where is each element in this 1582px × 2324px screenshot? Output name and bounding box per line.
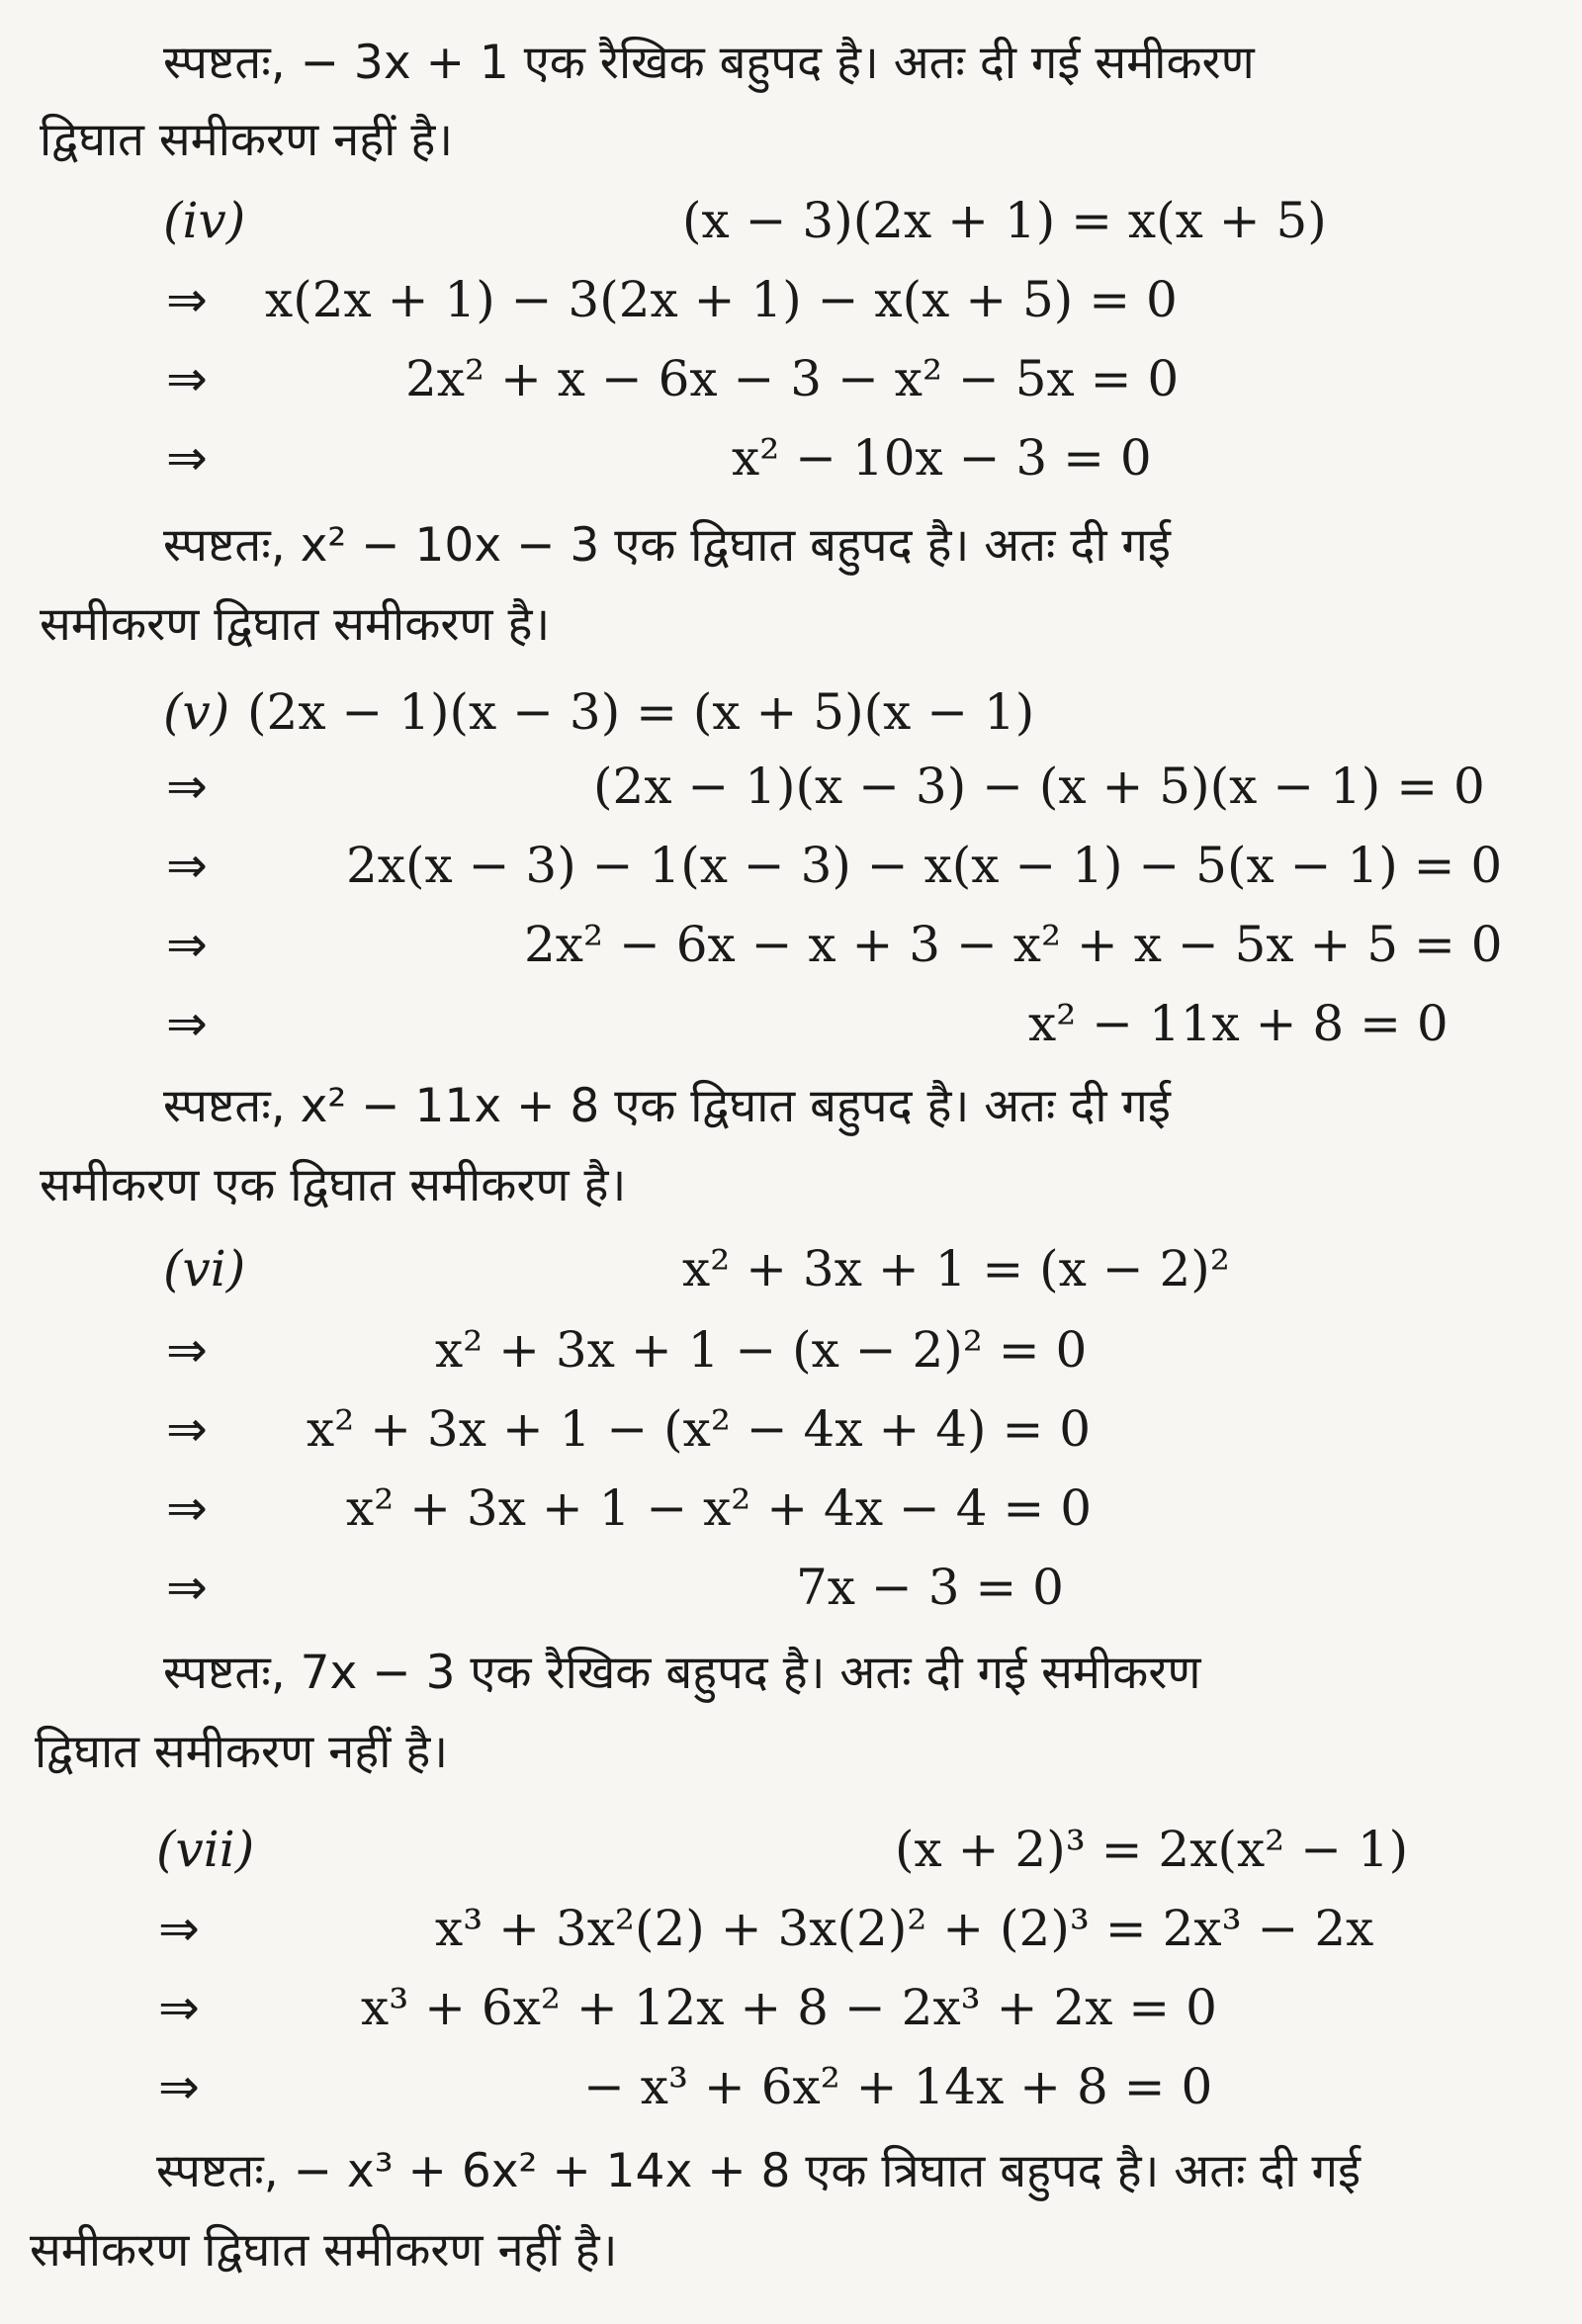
implies-arrow: ⇒ <box>166 837 208 894</box>
part6-eq2: x² + 3x + 1 − (x² − 4x + 4) = 0 <box>307 1400 1092 1458</box>
part3-conclusion-line2: द्विघात समीकरण नहीं है। <box>40 113 454 167</box>
part6-label: (vi) <box>163 1240 246 1297</box>
implies-arrow: ⇒ <box>166 1321 208 1379</box>
part7-conclusion-line1: स्पष्टतः, − x³ + 6x² + 14x + 8 एक त्रिघात बहुपद है। अतः दी गई <box>156 2144 1362 2198</box>
implies-arrow: ⇒ <box>166 429 208 487</box>
part4-conclusion-line2: समीकरण द्विघात समीकरण है। <box>40 597 551 652</box>
part6-conclusion-line2: द्विघात समीकरण नहीं है। <box>35 1725 449 1779</box>
implies-arrow: ⇒ <box>166 1479 208 1537</box>
part7-eq2: x³ + 6x² + 12x + 8 − 2x³ + 2x = 0 <box>361 1979 1217 2036</box>
implies-arrow: ⇒ <box>158 1979 200 2036</box>
implies-arrow: ⇒ <box>158 2058 200 2115</box>
part7-conclusion-line2: समीकरण द्विघात समीकरण नहीं है। <box>30 2223 618 2278</box>
part4-eq0: (x − 3)(2x + 1) = x(x + 5) <box>682 192 1327 249</box>
implies-arrow: ⇒ <box>166 916 208 973</box>
part5-conclusion-line2: समीकरण एक द्विघात समीकरण है। <box>40 1158 627 1212</box>
part6-eq3: x² + 3x + 1 − x² + 4x − 4 = 0 <box>346 1479 1093 1537</box>
part7-eq0: (x + 2)³ = 2x(x² − 1) <box>895 1821 1409 1878</box>
part6-eq0: x² + 3x + 1 = (x − 2)² <box>682 1240 1230 1297</box>
part5-eq4: x² − 11x + 8 = 0 <box>1028 995 1449 1052</box>
part5-eq2: 2x(x − 3) − 1(x − 3) − x(x − 1) − 5(x − 1) = 0 <box>346 837 1503 894</box>
part4-eq1: x(2x + 1) − 3(2x + 1) − x(x + 5) = 0 <box>265 271 1178 328</box>
part4-eq2: 2x² + x − 6x − 3 − x² − 5x = 0 <box>405 350 1180 407</box>
part6-eq4: 7x − 3 = 0 <box>796 1559 1064 1616</box>
part6-eq1: x² + 3x + 1 − (x − 2)² = 0 <box>435 1321 1088 1379</box>
part3-conclusion-line1: स्पष्टतः, − 3x + 1 एक रैखिक बहुपद है। अतः दी गई समीकरण <box>163 36 1255 90</box>
implies-arrow: ⇒ <box>166 350 208 407</box>
implies-arrow: ⇒ <box>166 758 208 815</box>
implies-arrow: ⇒ <box>166 1559 208 1616</box>
implies-arrow: ⇒ <box>166 1400 208 1458</box>
part5-label: (v) <box>163 683 230 741</box>
part7-label: (vii) <box>156 1821 255 1878</box>
part5-eq3: 2x² − 6x − x + 3 − x² + x − 5x + 5 = 0 <box>524 916 1503 973</box>
implies-arrow: ⇒ <box>158 1900 200 1957</box>
part4-label: (iv) <box>163 192 246 249</box>
part6-conclusion-line1: स्पष्टतः, 7x − 3 एक रैखिक बहुपद है। अतः दी गई समीकरण <box>163 1646 1201 1700</box>
implies-arrow: ⇒ <box>166 271 208 328</box>
part7-eq1: x³ + 3x²(2) + 3x(2)² + (2)³ = 2x³ − 2x <box>435 1900 1374 1957</box>
part5-conclusion-line1: स्पष्टतः, x² − 11x + 8 एक द्विघात बहुपद है। अतः दी गई <box>163 1079 1171 1133</box>
part5-eq0: (2x − 1)(x − 3) = (x + 5)(x − 1) <box>247 683 1035 741</box>
part4-eq3: x² − 10x − 3 = 0 <box>732 429 1152 487</box>
implies-arrow: ⇒ <box>166 995 208 1052</box>
part7-eq3: − x³ + 6x² + 14x + 8 = 0 <box>583 2058 1213 2115</box>
part4-conclusion-line1: स्पष्टतः, x² − 10x − 3 एक द्विघात बहुपद है। अतः दी गई <box>163 518 1171 573</box>
part5-eq1: (2x − 1)(x − 3) − (x + 5)(x − 1) = 0 <box>593 758 1485 815</box>
